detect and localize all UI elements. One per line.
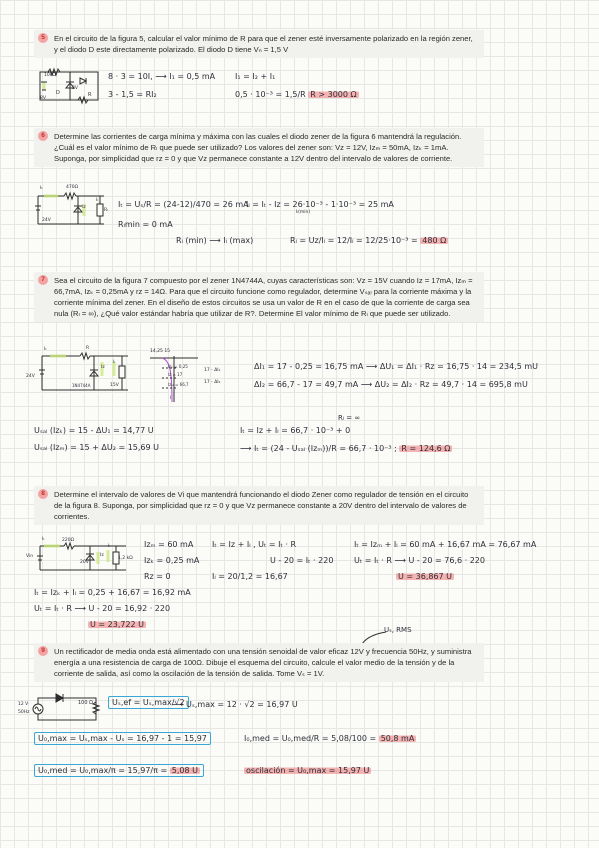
fig6-label-r: 470Ω — [66, 185, 79, 190]
fig8-label-r: 220Ω — [62, 538, 75, 543]
fig8-label-il: Iₗ — [108, 544, 111, 549]
problem-7-text: Sea el circuito de la figura 7 compuesto por el zener 1N4744A, cuyas características son: Vᴢ = 15V cuando Iᴢ = 17mA, Iᴢₘ = 66,7mA, Iᴢₖ = 0,25mA y rᴢ = 14Ω. Para que el circuito funcione como regulador, determine Vₛₐₗ para la corriente máxima y la corriente mínima del zener. En el diseño de estos circuitos se usa un valor de R en el caso de que la corriente de carga sea nula (Rₗ = ∞), ¿Qué valor estándar habría que utilizar de R?. Determine El valor mínimo de Rₗ que puede ser utilizado. — [54, 276, 473, 318]
p9-eq5-text: U₀,med = U₀,max/π = 15,97/π = — [38, 766, 168, 775]
p8-eq3: Rᴢ = 0 — [144, 572, 171, 581]
graph-top-label: 14,25 15 — [150, 349, 171, 354]
p6-eq4: Rₗ (min) ⟶ Iₗ (max) — [176, 236, 254, 245]
graph-delta1: 17 - ΔI₁ — [204, 368, 221, 373]
p9-eq4-text: I₀,med = U₀,med/R = 5,08/100 = — [244, 734, 377, 743]
p8-result-vmin — [88, 620, 146, 629]
p9-result-osc: oscilación = U₀,max = 15,97 U — [246, 766, 370, 775]
circuit-figure-8 — [34, 540, 130, 576]
fig5-label-r: 10kΩ — [44, 73, 56, 78]
p5-eq4 — [235, 90, 359, 99]
p9-eq5 — [34, 766, 204, 775]
rectifier-circuit — [30, 692, 102, 724]
problem-9-text: Un rectificador de media onda está alimentado con una tensión senoidal de valor eficaz 12V y frecuencia 50Hz, y suministra energía a una resistencia de carga de 100Ω. Dibuje el esquema del circuito, calcule el valor medio de la tensión y de la corriente de salida, así como la oscilación de la tensión de salida. Tome Vₛ = 1V. — [54, 647, 472, 678]
rect-label-src1: 12 V — [18, 702, 29, 707]
p7-result-r: R = 124,6 Ω — [401, 444, 451, 453]
problem-5-text: En el circuito de la figura 5, calcular el valor mínimo de R para que el zener esté inversamente polarizado en la región zener, y el diodo D este directamente polarizado. El diodo D tiene Vₙ = 1,5 V — [54, 34, 473, 54]
p8-eq8: Uₜ = Iₜ · R ⟶ U - 20 = 76,6 · 220 — [354, 556, 485, 565]
p8-result-vmax — [396, 572, 454, 581]
p7-eq3: Uₛₐₗ (Iᴢₖ) = 15 - ΔU₁ = 14,77 U — [34, 426, 154, 435]
p9-note: Uₛ, RMS — [384, 626, 412, 634]
graph-iz: Iᴢ = 17 — [168, 372, 183, 377]
p9-result-umed: 5,08 U — [171, 766, 198, 775]
rect-label-r: 100 Ω — [78, 700, 93, 706]
p8-eq6: Iₗ = 20/1,2 = 16,67 — [212, 572, 288, 581]
fig5-label-d: D — [56, 90, 60, 96]
p8-eq1: Iᴢₘ = 60 mA — [144, 540, 194, 549]
p9-eq4 — [244, 734, 416, 743]
p9-eq3 — [34, 734, 211, 743]
fig8-label-vi: Vin — [26, 554, 34, 559]
circuit-figure-5 — [38, 66, 102, 106]
p5-result-r: R > 3000 Ω — [310, 90, 357, 99]
fig6-label-iz: Iᴢ — [82, 205, 86, 210]
p7-eq5-note: Rₗ = ∞ — [338, 414, 361, 422]
problem-7-statement — [34, 272, 484, 322]
p7-eq6-text: ⟶ Iₜ = (24 - Uₛₐₗ (Iᴢₘ))/R = 66,7 · 10⁻³ ; — [240, 444, 397, 453]
p8-eq5: U - 20 = Iₜ · 220 — [270, 556, 334, 565]
p8-eq2: Iᴢₖ = 0,25 mA — [144, 556, 200, 565]
fig5-label-v8: 8V — [40, 96, 46, 101]
circuit-figure-7 — [36, 350, 132, 396]
graph-axis-label: I — [170, 396, 172, 401]
p5-eq1: 8 · 3 = 10I, ⟶ I₁ = 0,5 mA — [108, 72, 216, 81]
fig7-label-it: Iₜ — [44, 347, 47, 352]
fig8-label-iz: Iᴢ — [100, 553, 104, 558]
p6-eq1: Iₜ = Uₛ/R = (24-12)/470 = 26 mA — [118, 200, 249, 209]
problem-9-number: 9 — [38, 646, 48, 656]
fig6-label-it: Iₜ — [40, 186, 43, 191]
p9-result-imed: 50,8 mA — [380, 734, 415, 743]
p6-result-rl: 480 Ω — [422, 236, 447, 245]
fig6-label-rl: Rₗ — [104, 208, 108, 213]
problem-6-number: 6 — [38, 131, 48, 141]
p8-eq10: Uₜ = Iₜ · R ⟶ U - 20 = 16,92 · 220 — [34, 604, 171, 613]
problem-8-number: 8 — [38, 489, 48, 499]
fig8-label-it: Iₜ — [42, 537, 45, 542]
fig8-label-vz: 20V — [80, 560, 89, 565]
p7-eq6 — [240, 444, 452, 453]
fig5-label-rx: R — [88, 92, 92, 98]
p7-eq2: ΔI₂ = 66,7 - 17 = 49,7 mA ⟶ ΔU₂ = ΔI₂ · Rᴢ = 49,7 · 14 = 695,8 mU — [254, 380, 528, 389]
p6-eq3-sub: Iₗ(min) — [296, 210, 311, 215]
p5-eq3: I₁ = I₂ + I₁ — [235, 72, 276, 81]
p9-eq1-box: Uₛ,ef = Uₛ,max/√2 — [108, 696, 189, 709]
p8-result-vmin-text: U = 23,722 U — [90, 620, 145, 629]
problem-6-text: Determine las corrientes de carga mínima y máxima con las cuales el diodo zener de la figura 6 mantendrá la regulación. ¿Cuál es el valor mínimo de Rₗ que puede ser utilizado? Los valores del zener son: Vᴢ = 12V, Iᴢₘ = 50mA, Iᴢₖ = 1mA. Suponga, por simplicidad que rᴢ = 0 y que Vᴢ permanece constante a 12V dentro del intervalo de valores de corriente. — [54, 132, 462, 163]
problem-8-statement — [34, 486, 484, 525]
p7-eq4: Uₛₐₗ (Iᴢₘ) = 15 + ΔU₂ = 15,69 U — [34, 443, 160, 452]
p8-eq9: Iₜ = Iᴢₖ + Iₗ = 0,25 + 16,67 = 16,92 mA — [34, 588, 191, 597]
p9-eq2: ⟶ Uₛ,max = 12 · √2 = 16,97 U — [172, 700, 298, 709]
p9-eq5-box — [34, 764, 204, 777]
p6-eq5 — [290, 236, 448, 245]
graph-delta2: 17 - ΔI₂ — [204, 380, 221, 385]
fig8-label-rl: 1,2 kΩ — [118, 556, 133, 561]
p5-eq4-text: 0,5 · 10⁻³ = 1,5/R — [235, 90, 306, 99]
graph-izm: Iᴢₘ = 66,7 — [168, 382, 189, 387]
fig6-label-v24: 24V — [42, 218, 51, 223]
rect-label-src2: 50Hz — [18, 710, 30, 715]
zener-characteristic-graph — [148, 354, 200, 404]
problem-6-statement — [34, 128, 484, 167]
fig5-label-vz: 3V — [72, 86, 78, 91]
p8-eq4: Iₜ = Iᴢ + Iₗ , Uₜ = Iₜ · R — [212, 540, 297, 549]
problem-9-statement — [34, 643, 484, 682]
fig7-label-model: 1N4744A — [72, 383, 91, 388]
fig7-label-vout: 15V — [110, 383, 119, 388]
p7-eq1: ΔI₁ = 17 - 0,25 = 16,75 mA ⟶ ΔU₁ = ΔI₁ · Rᴢ = 16,75 · 14 = 234,5 mU — [254, 362, 538, 371]
problem-5-number: 5 — [38, 33, 48, 43]
fig6-label-il: Iₗ — [96, 198, 99, 203]
fig7-label-iz: Iᴢ — [101, 365, 105, 370]
p8-eq7: Iₜ = Iᴢₘ + Iₗ = 60 mA + 16,67 mA = 76,67 mA — [354, 540, 537, 549]
p6-eq2: Rₗmin = 0 mA — [118, 220, 173, 229]
problem-5-statement — [34, 30, 484, 58]
p5-eq2: 3 - 1,5 = RI₂ — [108, 90, 157, 99]
circuit-figure-6 — [34, 188, 110, 230]
p9-eq6 — [244, 766, 371, 775]
p9-eq3-box: U₀,max = Uₛ,max - Uₛ = 16,97 - 1 = 15,97 — [34, 732, 211, 745]
p6-eq3: Iₗ = Iₜ - Iᴢ = 26·10⁻³ - 1·10⁻³ = 25 mA — [246, 200, 394, 209]
problem-7-number: 7 — [38, 275, 48, 285]
fig7-label-il: Iₗ — [113, 360, 116, 365]
p7-eq5: Iₜ = Iᴢ + Iₗ = 66,7 · 10⁻³ + 0 — [240, 426, 351, 435]
fig7-label-v24: 24V — [26, 374, 35, 379]
graph-izk: Iᴢₖ = 0,25 — [168, 364, 188, 369]
problem-8-text: Determine el intervalo de valores de Vi que mantendrá funcionando el diodo Zener como regulador de tensión en el circuito de la figura 8. Suponga, por simplicidad que rᴢ = 0 y que Vᴢ permanece constante a 20V dentro del intervalo de valores de corrientes. — [54, 490, 469, 521]
p8-result-vmax-text: U = 36,867 U — [398, 572, 453, 581]
fig7-label-r: R — [86, 346, 90, 351]
p6-eq5-text: Rₗ = Uᴢ/Iₗ = 12/Iₗ = 12/25·10⁻³ = — [290, 236, 418, 245]
